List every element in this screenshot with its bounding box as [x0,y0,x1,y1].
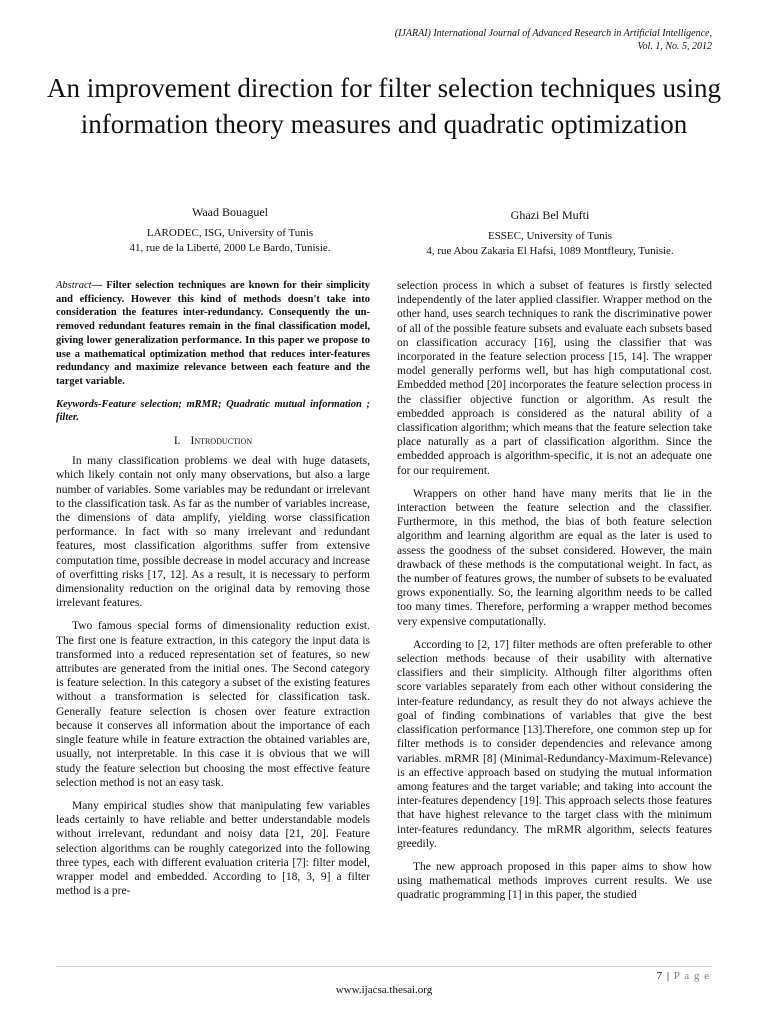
page-word: P a g e [673,970,710,982]
journal-name: (IJARAI) International Journal of Advanced Research in Artificial Intelligence, [394,28,712,39]
body-paragraph: selection process in which a subset of features is firstly selected independently of the later applied classifier. Wrapper method on the other hand, uses search techniques to rank the discriminative power of all of the possible feature subsets and evaluate each subsets based on classification accuracy [16], using the classifier that was incorporated in the feature selection process [15, 14]. The wrapper model generally performs well, but has high computational cost. Embedded method [20] incorporates the feature selection process in the classifier objective function or algorithm. As result the embedded approach is considered as the natural ability of a classification algorithm; which means that the feature selection take place naturally as a part of classification algorithm. Since the embedded approach is algorithm-specific, it is not an adequate one for our requirement. [397,280,712,477]
author-affiliation: LARODEC, ISG, University of Tunis [146,227,314,239]
keywords: Keywords-Feature selection; mRMR; Quadratic mutual information ; filter. [56,398,370,424]
section-number: I. [173,435,181,448]
body-paragraph: The new approach proposed in this paper aims to show how using mathematical methods improves current results. We use quadratic programming [1] in this paper, the studied [397,860,712,902]
journal-volume: Vol. 1, No. 5, 2012 [637,41,712,52]
author-name: Ghazi Bel Mufti [510,208,590,222]
paper-title: An improvement direction for filter selection techniques using information theory measures and quadratic optimization [46,73,722,139]
right-column [397,279,712,912]
body-paragraph: According to [2, 17] filter methods are often preferable to other selection methods because of their usability with alternative classifiers and their simplicity. Although filter algorithms often score variables separately from each other without considering the inter-feature redundancy, as result they do not always achieve the goal of finding combinations of variables that give the best classification performance [13].Therefore, one common step up for filter methods is to consider dependencies and relevance among variables. mRMR [8] (Minimal-Redundancy-Maximum-Relevance) is an effective approach based on studying the mutual information among features and the target variable; and taking into account the inter-features dependency [19]. This approach selects those features that have highest relevance to the target class with the minimum inter-features redundancy. The mRMR algorithm, selects features greedily. [397,638,712,850]
footer-divider [56,966,712,967]
section-title: Introduction [190,435,253,448]
author-affiliation: ESSEC, University of Tunis [487,230,613,242]
section-heading [56,434,370,448]
body-paragraph: Two famous special forms of dimensionality reduction exist. The first one is feature extraction, in this category the input data is transformed into a reduced representation set of features, so new attributes are generated from the initial ones. The Second category is feature selection. In this category a subset of the existing features without a transformation is selected for classification task. Generally feature selection is chosen over feature extraction because it conserves all information about the importance of each single feature while in feature extraction the obtained variables are, usually, not interpretable. In this case it is obvious that we will study the feature selection but choosing the most effective feature selection method is not an easy task. [56,620,370,789]
journal-header [395,27,712,53]
author-name: Waad Bouaguel [191,205,268,219]
abstract-label: Abstract [56,280,92,291]
author-block-1 [50,205,410,256]
author-block-2 [370,208,730,259]
body-paragraph: Many empirical studies show that manipulating few variables leads certainly to have reliable and better understandable models without irrelevant, redundant and noisy data [21, 20]. Feature selection algorithms can be roughly categorized into the following three types, each with different evaluation criteria [7]: filter model, wrapper model and embedded. According to [18, 3, 9] a filter method is a pre- [56,799,370,898]
page-separator: | [663,970,674,982]
abstract [56,279,370,389]
body-paragraph: In many classification problems we deal with huge datasets, which likely contain not only many observations, but also a large number of variables. Some variables may be redundant or irrelevant to the classification task. As far as the number of variables increase, the dimensions of data amplify, yielding worse classification performance. In fact with so many irrelevant and redundant features, most classification algorithms suffer from extensive computation time, possible decrease in model accuracy and increase of overfitting risks [17, 12]. As a result, it is necessary to perform dimensionality reduction on the original data by removing those irrelevant features. [56,455,370,610]
page-number-value: 7 [656,970,664,982]
abstract-text: — Filter selection techniques are known for their simplicity and efficiency. However this kind of methods doesn't take into consideration the features inter-redundancy. Consequently the un-removed redundant features remain in the final classification model, giving lower generalization performance. In this paper we propose to use a mathematical optimization method that reduces inter-features redundancy and maximize relevance between each feature and the target variable. [56,280,370,387]
body-paragraph: Wrappers on other hand have many merits that lie in the interaction between the feature selection and the classifier. Furthermore, in this method, the bias of both feature selection algorithm and learning algorithm are equal as the later is used to assess the goodness of the subset considered. However, the main drawback of these methods is the computational weight. In fact, as the number of features grows, the number of subsets to be evaluated grows exponentially. So, the learning algorithm needs to be called too many times. Therefore, performing a wrapper method becomes very expensive computationally. [397,487,712,628]
page-number [657,970,710,982]
journal-website: www.ijacsa.thesai.org [335,984,433,996]
author-address: 4, rue Abou Zakaria El Hafsi, 1089 Montfleury, Tunisie. [426,245,674,257]
author-address: 41, rue de la Liberté, 2000 Le Bardo, Tunisie. [129,242,331,254]
left-column [56,279,370,907]
